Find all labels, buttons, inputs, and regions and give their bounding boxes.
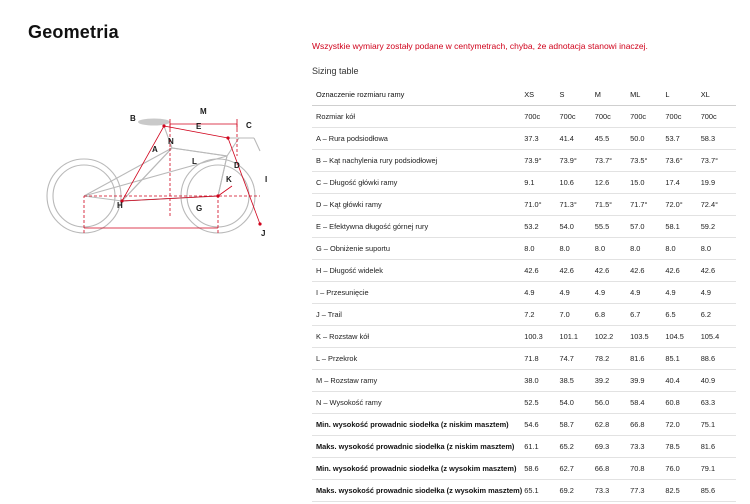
cell-value: 55.5 bbox=[595, 216, 630, 238]
diagram-label-E: E bbox=[196, 122, 202, 131]
cell-value: 42.6 bbox=[560, 260, 595, 282]
geometry-table bbox=[312, 84, 736, 502]
cell-value: 103.5 bbox=[630, 326, 665, 348]
cell-value: 9.1 bbox=[524, 172, 559, 194]
cell-value: 10.6 bbox=[560, 172, 595, 194]
cell-value: 54.0 bbox=[560, 216, 595, 238]
row-label: B – Kąt nachylenia rury podsiodłowej bbox=[312, 150, 524, 172]
cell-value: 8.0 bbox=[665, 238, 700, 260]
table-row bbox=[312, 458, 736, 480]
row-label: Min. wysokość prowadnic siodełka (z wysokim masztem) bbox=[312, 458, 524, 480]
table-row bbox=[312, 282, 736, 304]
column-header-l: L bbox=[665, 84, 700, 106]
cell-value: 73.7° bbox=[701, 150, 736, 172]
diagram-label-M: M bbox=[200, 107, 207, 116]
cell-value: 7.2 bbox=[524, 304, 559, 326]
row-label: Maks. wysokość prowadnic siodełka (z niskim masztem) bbox=[312, 436, 524, 458]
table-row bbox=[312, 194, 736, 216]
cell-value: 58.7 bbox=[560, 414, 595, 436]
cell-value: 4.9 bbox=[524, 282, 559, 304]
cell-value: 85.1 bbox=[665, 348, 700, 370]
cell-value: 8.0 bbox=[560, 238, 595, 260]
column-header-xs: XS bbox=[524, 84, 559, 106]
cell-value: 54.0 bbox=[560, 392, 595, 414]
cell-value: 65.2 bbox=[560, 436, 595, 458]
cell-value: 74.7 bbox=[560, 348, 595, 370]
cell-value: 8.0 bbox=[595, 238, 630, 260]
cell-value: 54.6 bbox=[524, 414, 559, 436]
cell-value: 72.0° bbox=[665, 194, 700, 216]
cell-value: 39.9 bbox=[630, 370, 665, 392]
table-row bbox=[312, 436, 736, 458]
row-label: C – Długość główki ramy bbox=[312, 172, 524, 194]
cell-value: 72.4° bbox=[701, 194, 736, 216]
cell-value: 66.8 bbox=[630, 414, 665, 436]
cell-value: 42.6 bbox=[630, 260, 665, 282]
cell-value: 73.9° bbox=[560, 150, 595, 172]
cell-value: 76.0 bbox=[665, 458, 700, 480]
diagram-label-N: N bbox=[168, 137, 174, 146]
row-label: Rozmiar kół bbox=[312, 106, 524, 128]
diagram-label-C: C bbox=[246, 121, 252, 130]
cell-value: 4.9 bbox=[630, 282, 665, 304]
row-label: H – Długość widelek bbox=[312, 260, 524, 282]
diagram-label-H: H bbox=[117, 201, 123, 210]
cell-value: 82.5 bbox=[665, 480, 700, 502]
cell-value: 6.5 bbox=[665, 304, 700, 326]
cell-value: 71.7° bbox=[630, 194, 665, 216]
row-label: Maks. wysokość prowadnic siodełka (z wysokim masztem) bbox=[312, 480, 524, 502]
cell-value: 73.6° bbox=[665, 150, 700, 172]
cell-value: 69.2 bbox=[560, 480, 595, 502]
units-note: Wszystkie wymiary zostały podane w centymetrach, chyba, że adnotacja stanowi inaczej. bbox=[312, 41, 648, 51]
cell-value: 6.2 bbox=[701, 304, 736, 326]
column-header-xl: XL bbox=[701, 84, 736, 106]
cell-value: 78.2 bbox=[595, 348, 630, 370]
cell-value: 40.9 bbox=[701, 370, 736, 392]
cell-value: 7.0 bbox=[560, 304, 595, 326]
row-label: D – Kąt główki ramy bbox=[312, 194, 524, 216]
diagram-label-B: B bbox=[130, 114, 136, 123]
cell-value: 63.3 bbox=[701, 392, 736, 414]
diagram-label-D: D bbox=[234, 161, 240, 170]
cell-value: 73.7° bbox=[595, 150, 630, 172]
cell-value: 4.9 bbox=[665, 282, 700, 304]
cell-value: 40.4 bbox=[665, 370, 700, 392]
cell-value: 57.0 bbox=[630, 216, 665, 238]
cell-value: 73.5° bbox=[630, 150, 665, 172]
cell-value: 85.6 bbox=[701, 480, 736, 502]
cell-value: 6.8 bbox=[595, 304, 630, 326]
cell-value: 4.9 bbox=[701, 282, 736, 304]
cell-value: 75.1 bbox=[701, 414, 736, 436]
cell-value: 71.0° bbox=[524, 194, 559, 216]
row-label: J – Trail bbox=[312, 304, 524, 326]
table-body bbox=[312, 106, 736, 502]
cell-value: 39.2 bbox=[595, 370, 630, 392]
cell-value: 42.6 bbox=[665, 260, 700, 282]
cell-value: 81.6 bbox=[630, 348, 665, 370]
cell-value: 58.4 bbox=[630, 392, 665, 414]
table-row bbox=[312, 370, 736, 392]
row-label: I – Przesunięcie bbox=[312, 282, 524, 304]
cell-value: 56.0 bbox=[595, 392, 630, 414]
bike-geometry-diagram bbox=[22, 56, 292, 246]
table-row bbox=[312, 216, 736, 238]
cell-value: 101.1 bbox=[560, 326, 595, 348]
cell-value: 4.9 bbox=[560, 282, 595, 304]
row-label: L – Przekrok bbox=[312, 348, 524, 370]
cell-value: 52.5 bbox=[524, 392, 559, 414]
cell-value: 66.8 bbox=[595, 458, 630, 480]
diagram-label-I: I bbox=[265, 175, 268, 184]
cell-value: 71.5° bbox=[595, 194, 630, 216]
table-row bbox=[312, 260, 736, 282]
cell-value: 58.6 bbox=[524, 458, 559, 480]
column-header-measure: Oznaczenie rozmiaru ramy bbox=[312, 84, 524, 106]
cell-value: 104.5 bbox=[665, 326, 700, 348]
cell-value: 60.8 bbox=[665, 392, 700, 414]
cell-value: 37.3 bbox=[524, 128, 559, 150]
table-row bbox=[312, 414, 736, 436]
table-row bbox=[312, 238, 736, 260]
geometry-table-panel bbox=[312, 40, 736, 502]
row-label: N – Wysokość ramy bbox=[312, 392, 524, 414]
cell-value: 50.0 bbox=[630, 128, 665, 150]
cell-value: 4.9 bbox=[595, 282, 630, 304]
row-label: A – Rura podsiodłowa bbox=[312, 128, 524, 150]
cell-value: 77.3 bbox=[630, 480, 665, 502]
table-row bbox=[312, 326, 736, 348]
cell-value: 19.9 bbox=[701, 172, 736, 194]
cell-value: 71.3° bbox=[560, 194, 595, 216]
cell-value: 88.6 bbox=[701, 348, 736, 370]
cell-value: 53.2 bbox=[524, 216, 559, 238]
cell-value: 42.6 bbox=[524, 260, 559, 282]
cell-value: 6.7 bbox=[630, 304, 665, 326]
cell-value: 105.4 bbox=[701, 326, 736, 348]
row-label: K – Rozstaw kół bbox=[312, 326, 524, 348]
table-row bbox=[312, 304, 736, 326]
cell-value: 58.3 bbox=[701, 128, 736, 150]
cell-value: 69.3 bbox=[595, 436, 630, 458]
cell-value: 53.7 bbox=[665, 128, 700, 150]
cell-value: 42.6 bbox=[701, 260, 736, 282]
table-row bbox=[312, 392, 736, 414]
cell-value: 70.8 bbox=[630, 458, 665, 480]
cell-value: 17.4 bbox=[665, 172, 700, 194]
table-row bbox=[312, 348, 736, 370]
diagram-label-A: A bbox=[152, 145, 158, 154]
cell-value: 42.6 bbox=[595, 260, 630, 282]
cell-value: 102.2 bbox=[595, 326, 630, 348]
cell-value: 8.0 bbox=[524, 238, 559, 260]
cell-value: 73.3 bbox=[630, 436, 665, 458]
cell-value: 700c bbox=[560, 106, 595, 128]
page-title: Geometria bbox=[28, 22, 119, 42]
cell-value: 38.5 bbox=[560, 370, 595, 392]
cell-value: 15.0 bbox=[630, 172, 665, 194]
cell-value: 100.3 bbox=[524, 326, 559, 348]
cell-value: 59.2 bbox=[701, 216, 736, 238]
cell-value: 79.1 bbox=[701, 458, 736, 480]
cell-value: 73.3 bbox=[595, 480, 630, 502]
cell-value: 38.0 bbox=[524, 370, 559, 392]
row-label: E – Efektywna długość górnej rury bbox=[312, 216, 524, 238]
cell-value: 8.0 bbox=[701, 238, 736, 260]
diagram-label-G: G bbox=[196, 204, 203, 213]
column-header-m: M bbox=[595, 84, 630, 106]
cell-value: 8.0 bbox=[630, 238, 665, 260]
table-row bbox=[312, 172, 736, 194]
row-label: G – Obniżenie suportu bbox=[312, 238, 524, 260]
table-row bbox=[312, 150, 736, 172]
cell-value: 700c bbox=[595, 106, 630, 128]
column-header-ml: ML bbox=[630, 84, 665, 106]
table-row bbox=[312, 106, 736, 128]
cell-value: 62.7 bbox=[560, 458, 595, 480]
cell-value: 58.1 bbox=[665, 216, 700, 238]
cell-value: 45.5 bbox=[595, 128, 630, 150]
cell-value: 41.4 bbox=[560, 128, 595, 150]
table-row bbox=[312, 480, 736, 502]
cell-value: 61.1 bbox=[524, 436, 559, 458]
cell-value: 65.1 bbox=[524, 480, 559, 502]
cell-value: 81.6 bbox=[701, 436, 736, 458]
table-row bbox=[312, 128, 736, 150]
diagram-label-K: K bbox=[226, 175, 232, 184]
cell-value: 700c bbox=[630, 106, 665, 128]
diagram-label-J: J bbox=[261, 229, 266, 238]
row-label: M – Rozstaw ramy bbox=[312, 370, 524, 392]
row-label: Min. wysokość prowadnic siodełka (z niskim masztem) bbox=[312, 414, 524, 436]
diagram-label-L: L bbox=[192, 157, 197, 166]
cell-value: 73.9° bbox=[524, 150, 559, 172]
cell-value: 78.5 bbox=[665, 436, 700, 458]
table-header-row bbox=[312, 84, 736, 106]
column-header-s: S bbox=[560, 84, 595, 106]
sizing-table-label: Sizing table bbox=[312, 66, 359, 76]
cell-value: 700c bbox=[701, 106, 736, 128]
cell-value: 71.8 bbox=[524, 348, 559, 370]
cell-value: 700c bbox=[524, 106, 559, 128]
cell-value: 700c bbox=[665, 106, 700, 128]
cell-value: 62.8 bbox=[595, 414, 630, 436]
cell-value: 12.6 bbox=[595, 172, 630, 194]
cell-value: 72.0 bbox=[665, 414, 700, 436]
